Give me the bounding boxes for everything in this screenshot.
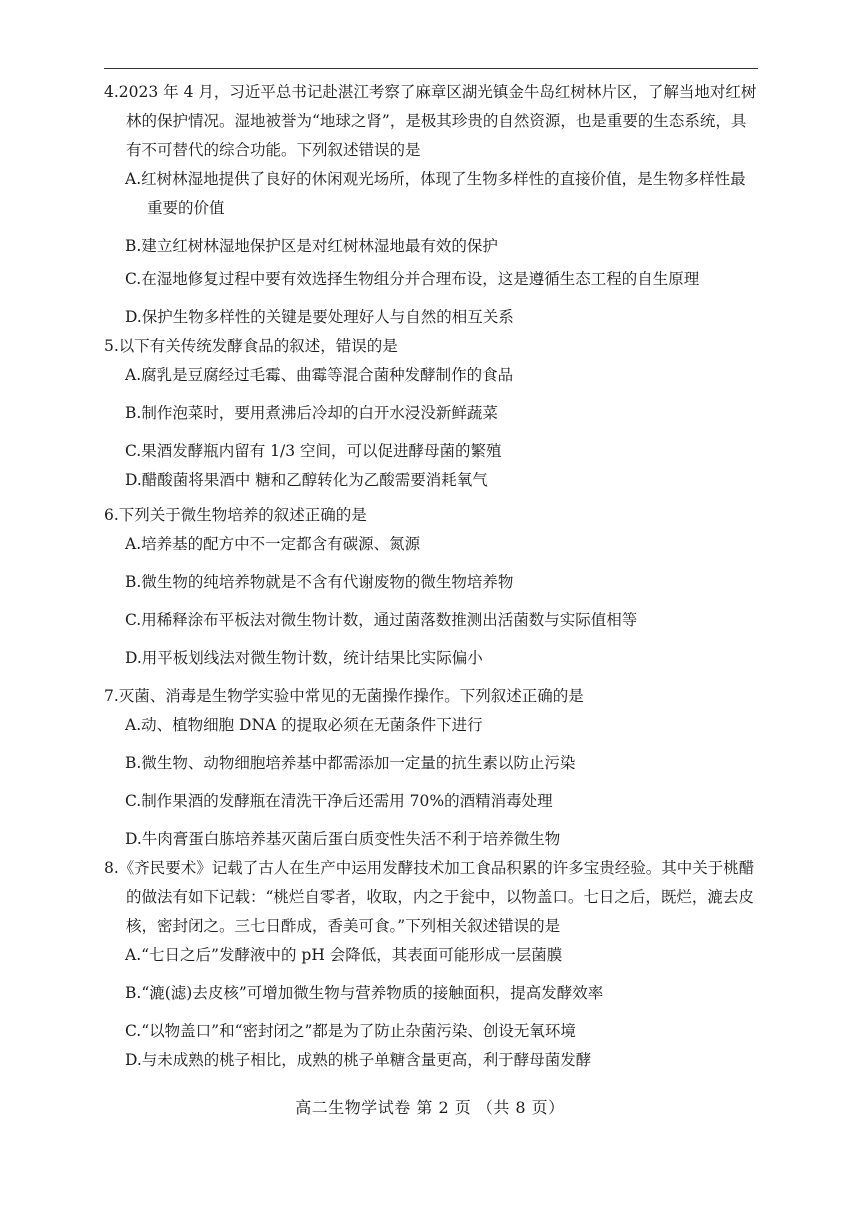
question-4-option-c: C.在湿地修复过程中要有效选择生物组分并合理布设，这是遵循生态工程的自生原理: [125, 270, 700, 288]
question-6-option-d: D.用平板划线法对微生物计数，统计结果比实际偏小: [125, 649, 483, 667]
question-4-option-a: A.红树林湿地提供了良好的休闲观光场所，体现了生物多样性的直接价值，是生物多样性最重要的价值: [125, 170, 746, 217]
header-rule: [104, 68, 758, 69]
question-7-option-d: D.牛肉膏蛋白胨培养基灭菌后蛋白质变性失活不利于培养微生物: [125, 830, 561, 848]
question-7-stem: 7.灭菌、消毒是生物学实验中常见的无菌操作操作。下列叙述正确的是: [104, 687, 584, 705]
question-8-option-a: A.“七日之后”发酵液中的 pH 会降低，其表面可能形成一层菌膜: [125, 946, 563, 964]
question-6-option-a: A.培养基的配方中不一定都含有碳源、氮源: [125, 535, 421, 553]
question-6-stem: 6.下列关于微生物培养的叙述正确的是: [104, 506, 367, 524]
question-4-option-b: B.建立红树林湿地保护区是对红树林湿地最有效的保护: [125, 237, 498, 255]
question-7-option-a: A.动、植物细胞 DNA 的提取必须在无菌条件下进行: [125, 716, 483, 734]
question-4-stem: 4.2023 年 4 月，习近平总书记赴湛江考察了麻章区湖光镇金牛岛红树林片区，了解当地对红树林的保护情况。湿地被誉为“地球之肾”，是极其珍贵的自然资源，也是重要的生态系统，具有不可替代的综合功能。下列叙述错误的是: [104, 83, 757, 159]
question-4-option-d: D.保护生物多样性的关键是要处理好人与自然的相互关系: [125, 308, 514, 326]
question-8-option-c: C.“以物盖口”和“密封闭之”都是为了防止杂菌污染、创设无氧环境: [125, 1022, 576, 1040]
question-7-option-b: B.微生物、动物细胞培养基中都需添加一定量的抗生素以防止污染: [125, 754, 576, 772]
question-5-option-d: D.醋酸菌将果酒中 糖和乙醇转化为乙酸需要消耗氧气: [125, 471, 488, 489]
question-5-option-b: B.制作泡菜时，要用煮沸后冷却的白开水浸没新鲜蔬菜: [125, 404, 498, 422]
question-8-option-b: B.“漉(滤)去皮核”可增加微生物与营养物质的接触面积，提高发酵效率: [125, 984, 604, 1002]
page-footer: 高二生物学试卷 第 2 页 （共 8 页）: [295, 1098, 565, 1117]
exam-page: [104, 78, 758, 1075]
question-5-option-c: C.果酒发酵瓶内留有 1/3 空间，可以促进酵母菌的繁殖: [125, 442, 502, 460]
question-8-option-d: D.与未成熟的桃子相比，成熟的桃子单糖含量更高，利于酵母菌发酵: [125, 1051, 592, 1069]
question-6-option-c: C.用稀释涂布平板法对微生物计数，通过菌落数推测出活菌数与实际值相等: [125, 611, 638, 629]
question-8-stem: 8.《齐民要术》记载了古人在生产中运用发酵技术加工食品积累的许多宝贵经验。其中关于桃醋的做法有如下记载：“桃烂自零者，收取，内之于瓮中，以物盖口。七日之后，既烂，漉去皮核，密封闭之。三七日酢成，香美可食。”下列相关叙述错误的是: [104, 859, 755, 935]
question-5-stem: 5.以下有关传统发酵食品的叙述，错误的是: [104, 337, 398, 355]
question-6-option-b: B.微生物的纯培养物就是不含有代谢废物的微生物培养物: [125, 573, 514, 591]
question-7-option-c: C.制作果酒的发酵瓶在清洗干净后还需用 70%的酒精消毒处理: [125, 792, 553, 810]
question-5-option-a: A.腐乳是豆腐经过毛霉、曲霉等混合菌种发酵制作的食品: [125, 366, 514, 384]
